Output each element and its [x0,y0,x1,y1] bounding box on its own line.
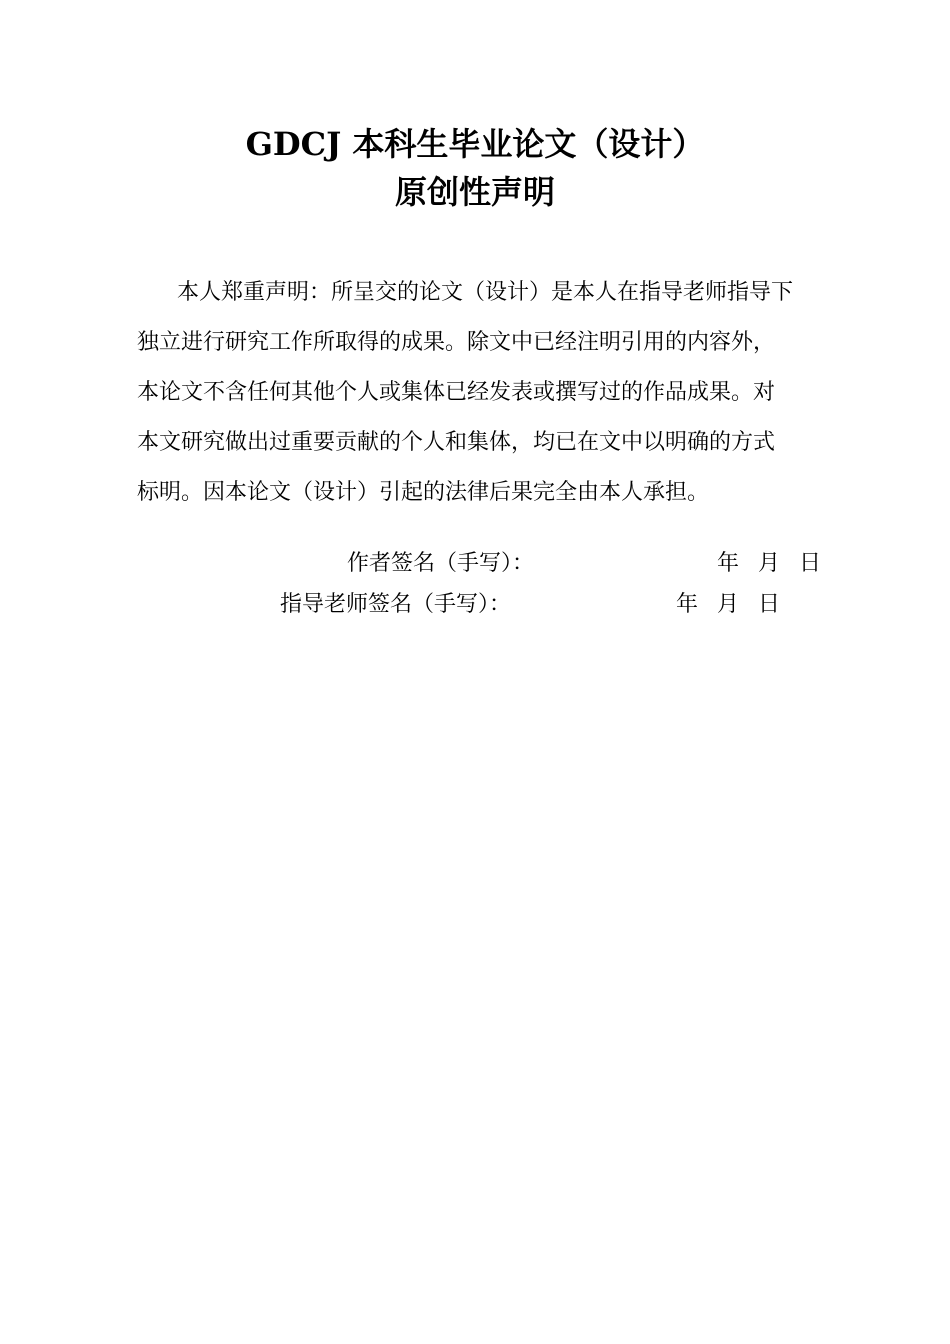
paragraph-line: 本论文不含任何其他个人或集体已经发表或撰写过的作品成果。对 [137,380,776,405]
paragraph-line: 本文研究做出过重要贡献的个人和集体，均已在文中以明确的方式 [137,430,776,455]
declaration-paragraph [137,268,852,518]
paragraph-line: 标明。因本论文（设计）引起的法律后果完全由本人承担。 [137,480,710,505]
document-subtitle: 原创性声明 [394,173,555,211]
advisor-signature-date [676,590,792,620]
advisor-signature-label: 指导老师签名（手写）： [280,592,512,617]
date-year: 年 [676,592,699,617]
date-year: 年 [717,551,740,576]
date-day: 日 [799,551,822,576]
author-signature-date [717,549,833,579]
date-month: 月 [758,551,781,576]
author-signature-label: 作者签名（手写）： [347,551,535,576]
paragraph-line: 本人郑重声明：所呈交的论文（设计）是本人在指导老师指导下 [177,280,794,305]
paragraph-line: 独立进行研究工作所取得的成果。除文中已经注明引用的内容外， [137,330,776,355]
document-title: GDCJ 本科生毕业论文（设计） [245,125,705,163]
date-month: 月 [717,592,740,617]
date-day: 日 [758,592,781,617]
